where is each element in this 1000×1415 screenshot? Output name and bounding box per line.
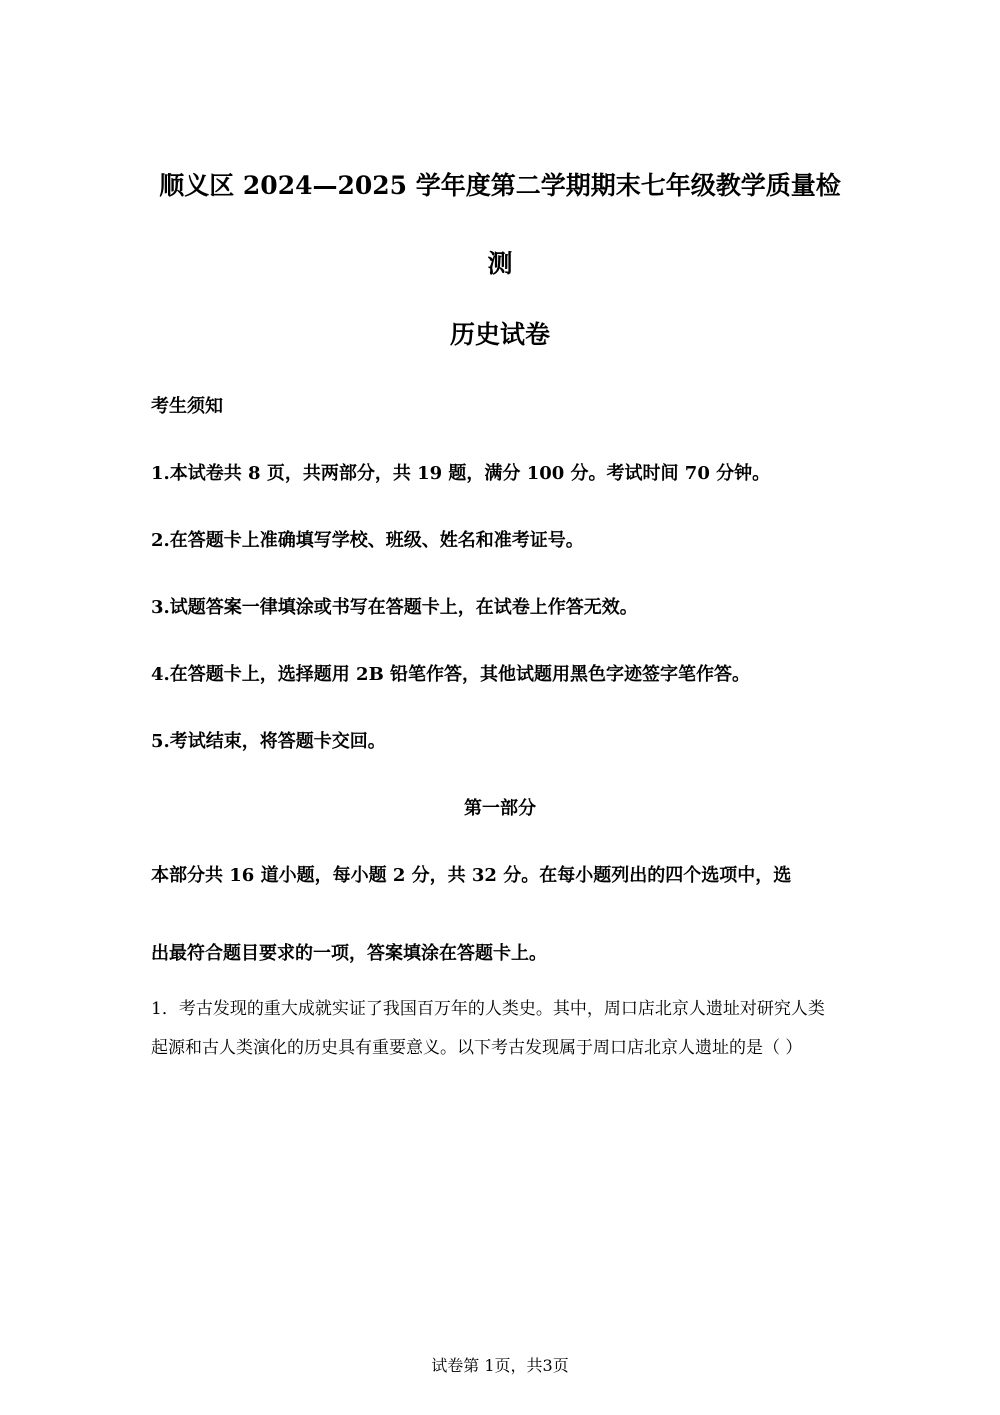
subject-title: 历史试卷 xyxy=(449,320,550,349)
notice-item-5: 5.考试结束，将答题卡交回。 xyxy=(151,731,386,752)
notice-heading: 考生须知 xyxy=(151,396,223,417)
exam-title-line-2: 测 xyxy=(487,249,513,278)
notice-item-3: 3.试题答案一律填涂或书写在答题卡上，在试卷上作答无效。 xyxy=(151,597,638,618)
notice-item-1: 1.本试卷共 8 页，共两部分，共 19 题，满分 100 分。考试时间 70 分钟。 xyxy=(151,463,771,484)
exam-title-line-1: 顺义区 2024—2025 学年度第二学期期末七年级教学质量检 xyxy=(159,171,841,200)
page-footer: 试卷第 1页，共3页 xyxy=(431,1356,569,1375)
part-one-instructions-line-1: 本部分共 16 道小题，每小题 2 分，共 32 分。在每小题列出的四个选项中，选 xyxy=(151,865,792,886)
part-one-heading: 第一部分 xyxy=(464,798,536,819)
question-1-line-2: 起源和古人类演化的历史具有重要意义。以下考古发现属于周口店北京人遗址的是（ ） xyxy=(151,1038,803,1058)
notice-item-2: 2.在答题卡上准确填写学校、班级、姓名和准考证号。 xyxy=(151,530,584,551)
part-one-instructions-line-2: 出最符合题目要求的一项，答案填涂在答题卡上。 xyxy=(151,943,547,964)
question-1-line-1: 1．考古发现的重大成就实证了我国百万年的人类史。其中，周口店北京人遗址对研究人类 xyxy=(151,999,825,1019)
notice-item-4: 4.在答题卡上，选择题用 2B 铅笔作答，其他试题用黑色字迹签字笔作答。 xyxy=(151,664,751,685)
